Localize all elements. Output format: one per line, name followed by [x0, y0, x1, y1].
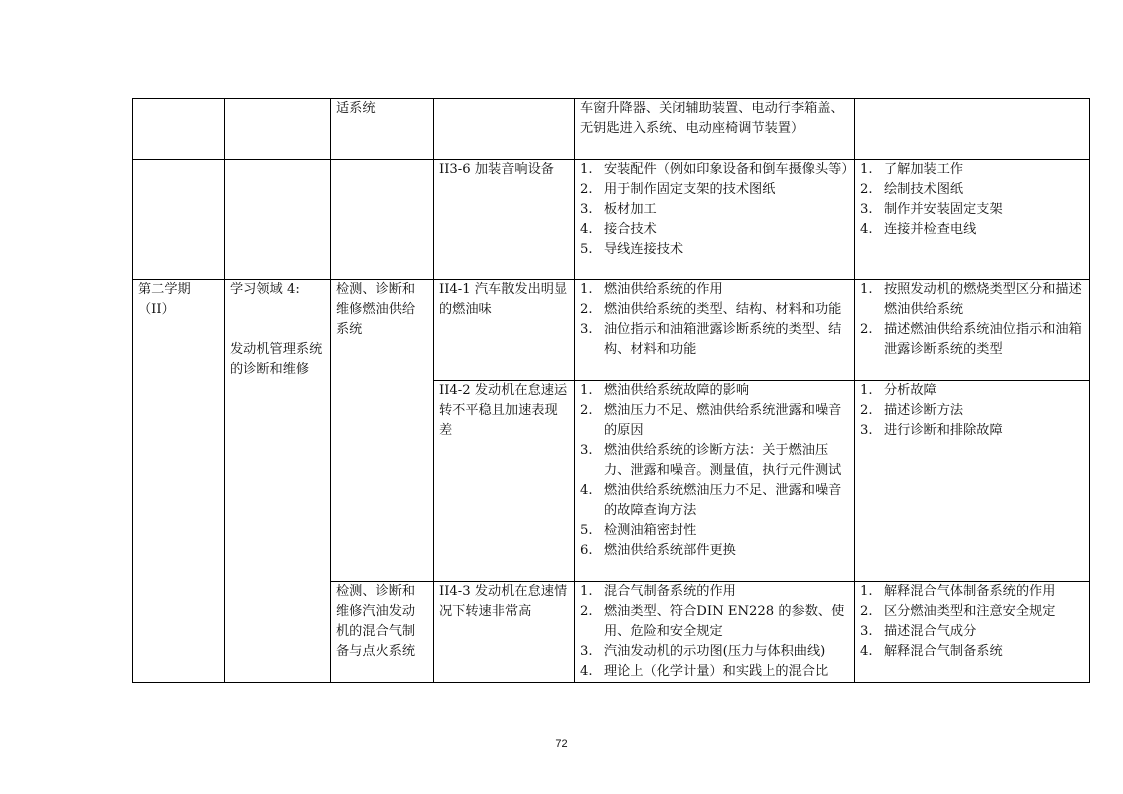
situation-text: II3-6 加装音响设备 [439, 162, 554, 177]
list-item-text: 燃油供给系统的类型、结构、材料和功能 [604, 302, 842, 317]
list-item-number: 2. [860, 182, 873, 197]
list-item [580, 642, 849, 662]
list-item [860, 200, 1084, 220]
content-list [580, 582, 849, 682]
list-item-text: 了解加装工作 [884, 162, 964, 177]
list-item-text: 区分燃油类型和注意安全规定 [884, 604, 1056, 619]
situation-cell [434, 582, 575, 683]
list-item-number: 3. [860, 624, 873, 639]
list-item-number: 3. [860, 423, 873, 438]
task-text: 适系统 [336, 101, 376, 116]
list-item-text: 接合技术 [604, 222, 657, 237]
list-item-number: 4. [580, 483, 593, 498]
list-item [860, 582, 1084, 602]
list-item [580, 401, 849, 441]
list-item-number: 1. [860, 584, 873, 599]
list-item [580, 521, 849, 541]
list-item-number: 2. [580, 182, 593, 197]
curriculum-table [132, 98, 1090, 683]
list-item [580, 300, 849, 320]
list-item [580, 582, 849, 602]
learning-field-name: 发动机管理系统的诊断和维修 [230, 342, 323, 377]
list-item-number: 1. [860, 282, 873, 297]
situation-cell [434, 280, 575, 381]
list-item-text: 燃油类型、符合DIN EN228 的参数、使用、危险和安全规定 [604, 604, 845, 639]
list-item-number: 2. [580, 403, 593, 418]
task-text: 检测、诊断和维修燃油供给系统 [336, 282, 416, 337]
content-cell [575, 99, 855, 160]
situation-text: II4-2 发动机在怠速运转不平稳且加速表现差 [439, 383, 568, 438]
list-item-number: 3. [580, 202, 593, 217]
list-item-text: 连接并检查电线 [884, 222, 977, 237]
task-cell [331, 582, 434, 683]
list-item-text: 检测油箱密封性 [604, 523, 697, 538]
list-item-text: 汽油发动机的示功图(压力与体积曲线) [604, 644, 826, 659]
situation-cell [434, 160, 575, 280]
list-item-text: 导线连接技术 [604, 242, 684, 257]
table-row [133, 160, 1090, 280]
list-item-number: 1. [580, 162, 593, 177]
list-item-text: 燃油供给系统燃油压力不足、泄露和噪音的故障查询方法 [604, 483, 842, 518]
list-item-number: 5. [580, 242, 593, 257]
content-list [580, 381, 849, 561]
learning-field-cell [225, 280, 331, 683]
task-cell [331, 99, 434, 160]
list-item [580, 381, 849, 401]
goals-cell [855, 381, 1090, 582]
goals-cell [855, 280, 1090, 381]
semester-cell [133, 160, 225, 280]
list-item [860, 180, 1084, 200]
list-item-number: 3. [580, 443, 593, 458]
semester-label: 第二学期 [138, 282, 191, 297]
list-item [580, 541, 849, 561]
list-item [860, 381, 1084, 401]
semester-cell [133, 280, 225, 683]
list-item [580, 180, 849, 200]
page-number: 72 [555, 738, 568, 750]
list-item [860, 280, 1084, 320]
list-item [580, 662, 849, 682]
list-item [580, 481, 849, 521]
list-item [860, 220, 1084, 240]
list-item-text: 进行诊断和排除故障 [884, 423, 1003, 438]
list-item-number: 2. [860, 322, 873, 337]
list-item-text: 分析故障 [884, 383, 937, 398]
content-text: 车窗升降器、关闭辅助装置、电动行李箱盖、无钥匙进入系统、电动座椅调节装置） [580, 101, 844, 136]
list-item [580, 602, 849, 642]
list-item [580, 200, 849, 220]
task-cell [331, 160, 434, 280]
learning-field-label: 学习领域 4: [230, 282, 300, 297]
semester-number: （II） [138, 302, 175, 317]
list-item [580, 220, 849, 240]
task-cell [331, 280, 434, 582]
list-item-number: 2. [860, 403, 873, 418]
list-item-number: 4. [580, 222, 593, 237]
goals-cell [855, 99, 1090, 160]
list-item-text: 油位指示和油箱泄露诊断系统的类型、结构、材料和功能 [604, 322, 842, 357]
list-item-number: 5. [580, 523, 593, 538]
list-item-text: 制作并安装固定支架 [884, 202, 1003, 217]
situation-text: II4-1 汽车散发出明显的燃油味 [439, 282, 568, 317]
content-list [580, 160, 855, 260]
list-item-number: 1. [860, 383, 873, 398]
list-item-text: 燃油供给系统的诊断方法：关于燃油压力、泄露和噪音。测量值，执行元件测试 [604, 443, 842, 478]
list-item [580, 320, 849, 360]
list-item-number: 1. [580, 282, 593, 297]
list-item [860, 421, 1084, 441]
content-cell [575, 160, 855, 280]
list-item-text: 用于制作固定支架的技术图纸 [604, 182, 776, 197]
list-item-number: 2. [860, 604, 873, 619]
list-item [580, 280, 849, 300]
situation-cell [434, 381, 575, 582]
list-item-text: 混合气制备系统的作用 [604, 584, 736, 599]
list-item-text: 理论上（化学计量）和实践上的混合比 [604, 664, 829, 679]
list-item-number: 3. [580, 322, 593, 337]
list-item-text: 燃油供给系统部件更换 [604, 543, 736, 558]
list-item-text: 绘制技术图纸 [884, 182, 964, 197]
list-item [860, 160, 1084, 180]
list-item-number: 1. [580, 584, 593, 599]
table-row [133, 99, 1090, 160]
task-text: 检测、诊断和维修汽油发动机的混合气制备与点火系统 [336, 584, 416, 659]
list-item-text: 燃油供给系统的作用 [604, 282, 723, 297]
list-item-text: 板材加工 [604, 202, 657, 217]
list-item [860, 602, 1084, 622]
learning-field-cell [225, 99, 331, 160]
goals-list [860, 160, 1084, 240]
list-item [860, 320, 1084, 360]
list-item-text: 燃油供给系统故障的影响 [604, 383, 750, 398]
list-item-text: 解释混合气体制备系统的作用 [884, 584, 1056, 599]
list-item-text: 描述燃油供给系统油位指示和油箱泄露诊断系统的类型 [884, 322, 1082, 357]
situation-text: II4-3 发动机在怠速情况下转速非常高 [439, 584, 568, 619]
goals-list [860, 381, 1084, 441]
list-item-number: 1. [860, 162, 873, 177]
content-cell [575, 381, 855, 582]
goals-list [860, 280, 1084, 360]
list-item [580, 441, 849, 481]
list-item-text: 安装配件（例如印象设备和倒车摄像头等） [604, 162, 855, 177]
table-row [133, 280, 1090, 381]
goals-cell [855, 160, 1090, 280]
situation-cell [434, 99, 575, 160]
list-item [580, 160, 855, 180]
list-item [860, 642, 1084, 662]
list-item-number: 3. [860, 202, 873, 217]
list-item-number: 6. [580, 543, 593, 558]
list-item-number: 2. [580, 302, 593, 317]
learning-field-cell [225, 160, 331, 280]
list-item-number: 4. [860, 644, 873, 659]
list-item [580, 240, 849, 260]
goals-list [860, 582, 1084, 662]
list-item-text: 按照发动机的燃烧类型区分和描述燃油供给系统 [884, 282, 1082, 317]
list-item-text: 解释混合气制备系统 [884, 644, 1003, 659]
content-cell [575, 582, 855, 683]
content-list [580, 280, 849, 360]
list-item [860, 622, 1084, 642]
list-item-number: 1. [580, 383, 593, 398]
content-cell [575, 280, 855, 381]
list-item-number: 3. [580, 644, 593, 659]
list-item-text: 描述诊断方法 [884, 403, 964, 418]
list-item-text: 燃油压力不足、燃油供给系统泄露和噪音的原因 [604, 403, 842, 438]
list-item-number: 4. [860, 222, 873, 237]
list-item [860, 401, 1084, 421]
goals-cell [855, 582, 1090, 683]
list-item-text: 描述混合气成分 [884, 624, 977, 639]
semester-cell [133, 99, 225, 160]
list-item-number: 2. [580, 604, 593, 619]
list-item-number: 4. [580, 664, 593, 679]
